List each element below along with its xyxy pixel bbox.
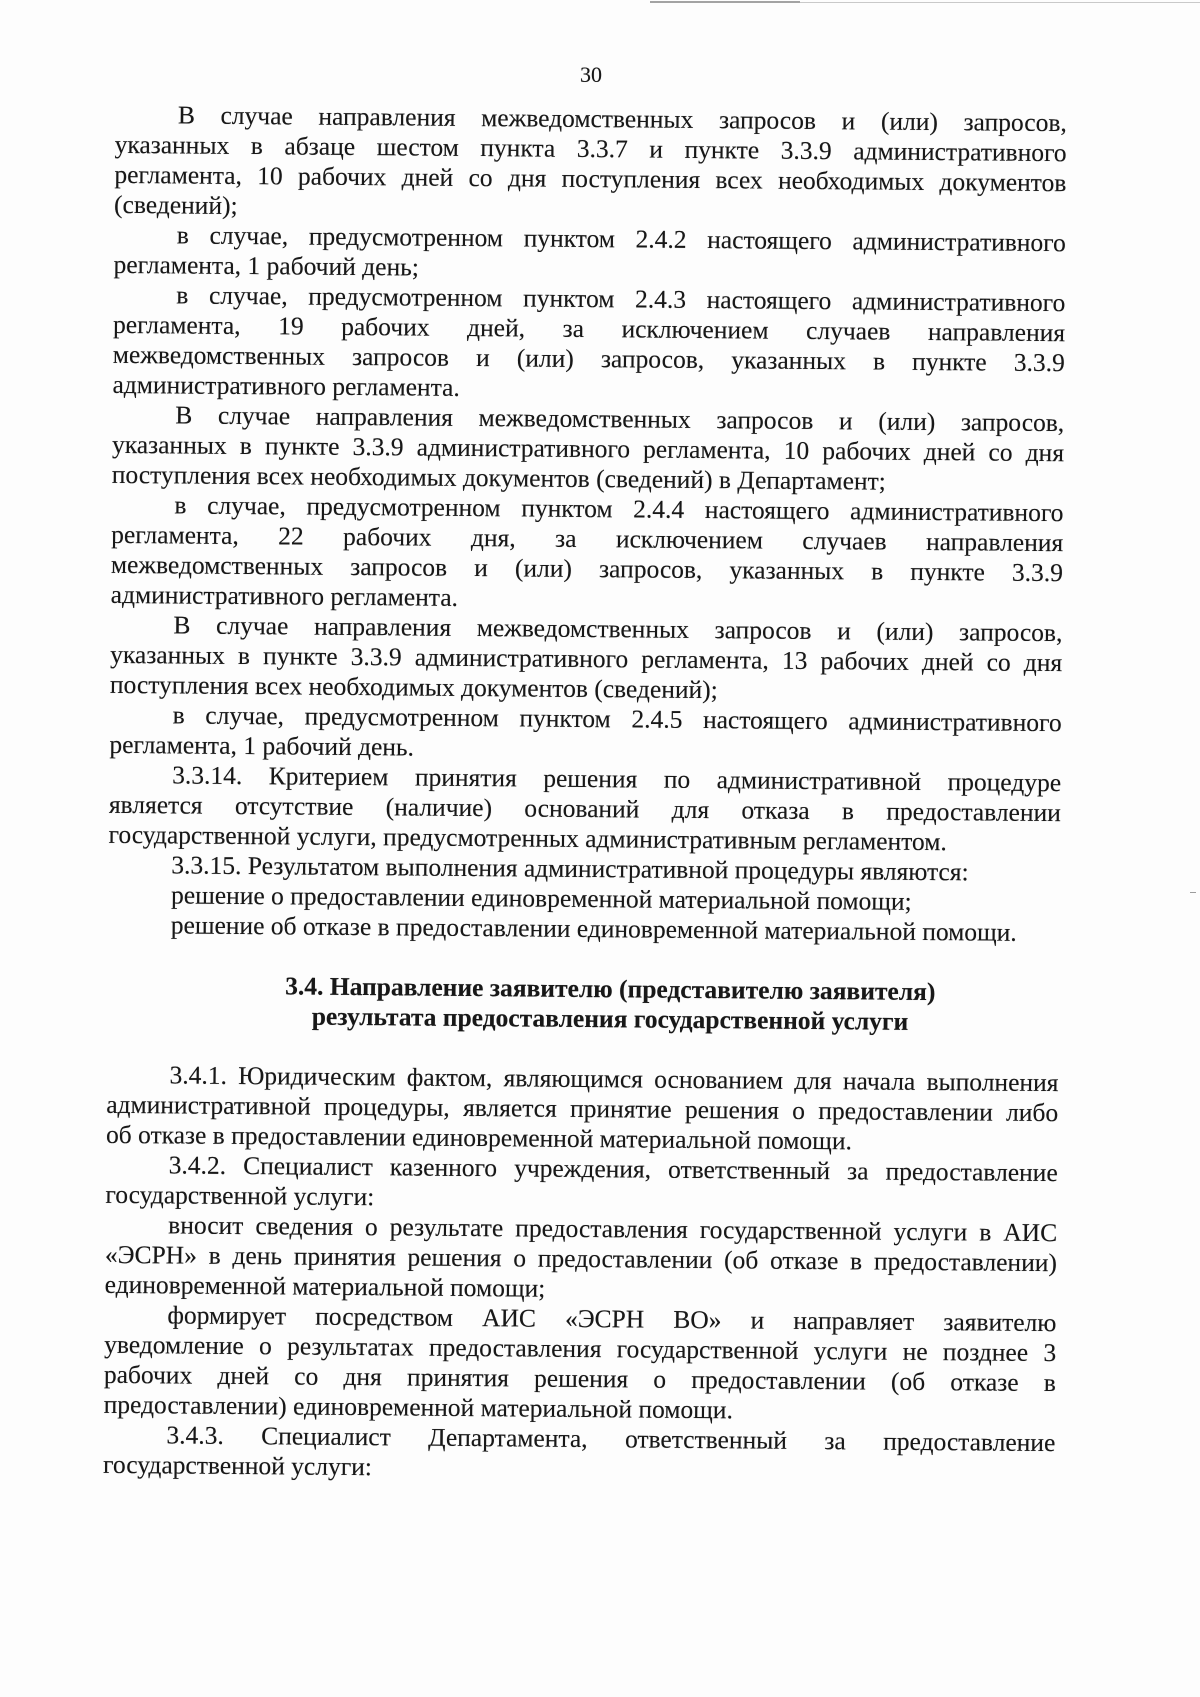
text-line: 3.3.14. Критерием принятия решения по административной процедуре [172, 760, 1062, 798]
page-number: 30 [580, 62, 602, 87]
text-line: поступления всех необходимых документов (сведений) в Департамент; [111, 459, 886, 496]
body-paragraph [112, 400, 1065, 498]
text-line: государственной услуги: [103, 1449, 373, 1482]
text-line: административного регламента. [110, 579, 459, 612]
body-paragraph [110, 610, 1063, 708]
body-paragraph [104, 1300, 1057, 1428]
text-line: формирует посредством АИС «ЭСРН ВО» и направляет заявителю [167, 1300, 1057, 1338]
text-line: поступления всех необходимых документов (сведений); [109, 669, 718, 705]
body-paragraph [105, 1210, 1058, 1308]
text-line: в случае, предусмотренном пунктом 2.4.3 настоящего административного [176, 280, 1066, 318]
text-line: предоставлении) единовременной материальной помощи. [103, 1389, 734, 1425]
scan-margin-mark [1190, 892, 1196, 893]
text-line: государственной услуги, предусмотренных административным регламентом. [108, 819, 947, 857]
text-line: (сведений); [114, 189, 238, 220]
text-line: указанных в пункте 3.3.9 административного регламента, 13 рабочих дней со дня [110, 639, 1063, 678]
text-line: «ЭСРН» в день принятия решения о предоставлении (об отказе в предоставлении) [104, 1239, 1058, 1278]
clause-3-4-2 [105, 1150, 1057, 1218]
text-line: регламента, 1 рабочий день. [109, 729, 415, 762]
text-line: административного регламента. [112, 369, 460, 402]
text-line: указанных в пункте 3.3.9 административного регламента, 10 рабочих дней со дня [111, 429, 1065, 468]
text-line: 3.3.15. Результатом выполнения административной процедуры являются: [171, 850, 969, 887]
clause-3-4-3 [103, 1420, 1055, 1488]
body-paragraph [111, 490, 1064, 618]
scan-edge-mark [650, 1, 800, 3]
text-line: в случае, предусмотренном пунктом 2.4.4 настоящего административного [174, 490, 1064, 528]
text-line: межведомственных запросов и (или) запросов, указанных в пункте 3.3.9 [110, 549, 1064, 588]
text-line: В случае направления межведомственных запросов и (или) запросов, [175, 400, 1065, 438]
text-line: 3.4.2. Специалист казенного учреждения, ответственный за предоставление [168, 1150, 1058, 1188]
text-line: указанных в абзаце шестом пункта 3.3.7 и пункте 3.3.9 административного [114, 129, 1067, 168]
clause-3-3-14 [108, 760, 1061, 858]
clause-3-4-1 [106, 1060, 1059, 1158]
text-line: 3.4.3. Специалист Департамента, ответственный за предоставление [166, 1420, 1056, 1458]
body-paragraph [109, 700, 1061, 768]
text-line: В случае направления межведомственных запросов и (или) запросов, [173, 610, 1063, 648]
section-heading [107, 970, 1059, 1038]
text-line: единовременной материальной помощи; [104, 1269, 546, 1303]
text-line: регламента, 19 рабочих дней, за исключением случаев направления [112, 309, 1066, 348]
text-line: В случае направления межведомственных запросов и (или) запросов, [177, 100, 1068, 138]
text-line: решение о предоставлении единовременной материальной помощи; [170, 880, 912, 916]
text-line: уведомление о результатах предоставления государственной услуги не позднее 3 [104, 1329, 1057, 1368]
body-paragraph [113, 220, 1065, 288]
heading-line: результата предоставления государственной услуги [311, 1001, 909, 1036]
text-line: административной процедуры, является принятие решения о предоставлении либо [106, 1089, 1059, 1128]
text-line: решение об отказе в предоставлении единовременной материальной помощи. [170, 910, 1017, 947]
text-line: межведомственных запросов и (или) запросов, указанных в пункте 3.3.9 [112, 339, 1065, 378]
text-line: в случае, предусмотренном пунктом 2.4.5 настоящего административного [172, 700, 1062, 738]
body-paragraph [114, 100, 1067, 228]
text-line: 3.4.1. Юридическим фактом, являющимся основанием для начала выполнения [169, 1060, 1059, 1098]
text-line: является отсутствие (наличие) оснований для отказа в предоставлении [108, 789, 1061, 828]
document-body [103, 100, 1067, 1488]
text-line: вносит сведения о результате предоставления государственной услуги в АИС [168, 1210, 1058, 1248]
text-line: регламента, 1 рабочий день; [113, 249, 420, 282]
text-line: рабочих дней со дня принятия решения о предоставлении (об отказе в [103, 1359, 1057, 1398]
text-line: об отказе в предоставлении единовременной материальной помощи. [105, 1119, 853, 1156]
text-line: государственной услуги: [105, 1179, 375, 1212]
heading-line: 3.4. Направление заявителю (представителю заявителя) [285, 971, 936, 1007]
text-line: регламента, 10 рабочих дней со дня поступления всех необходимых документов [114, 159, 1067, 198]
body-paragraph [112, 280, 1065, 408]
text-line: в случае, предусмотренном пунктом 2.4.2 настоящего административного [176, 220, 1066, 258]
text-line: регламента, 22 рабочих дня, за исключением случаев направления [111, 519, 1064, 558]
